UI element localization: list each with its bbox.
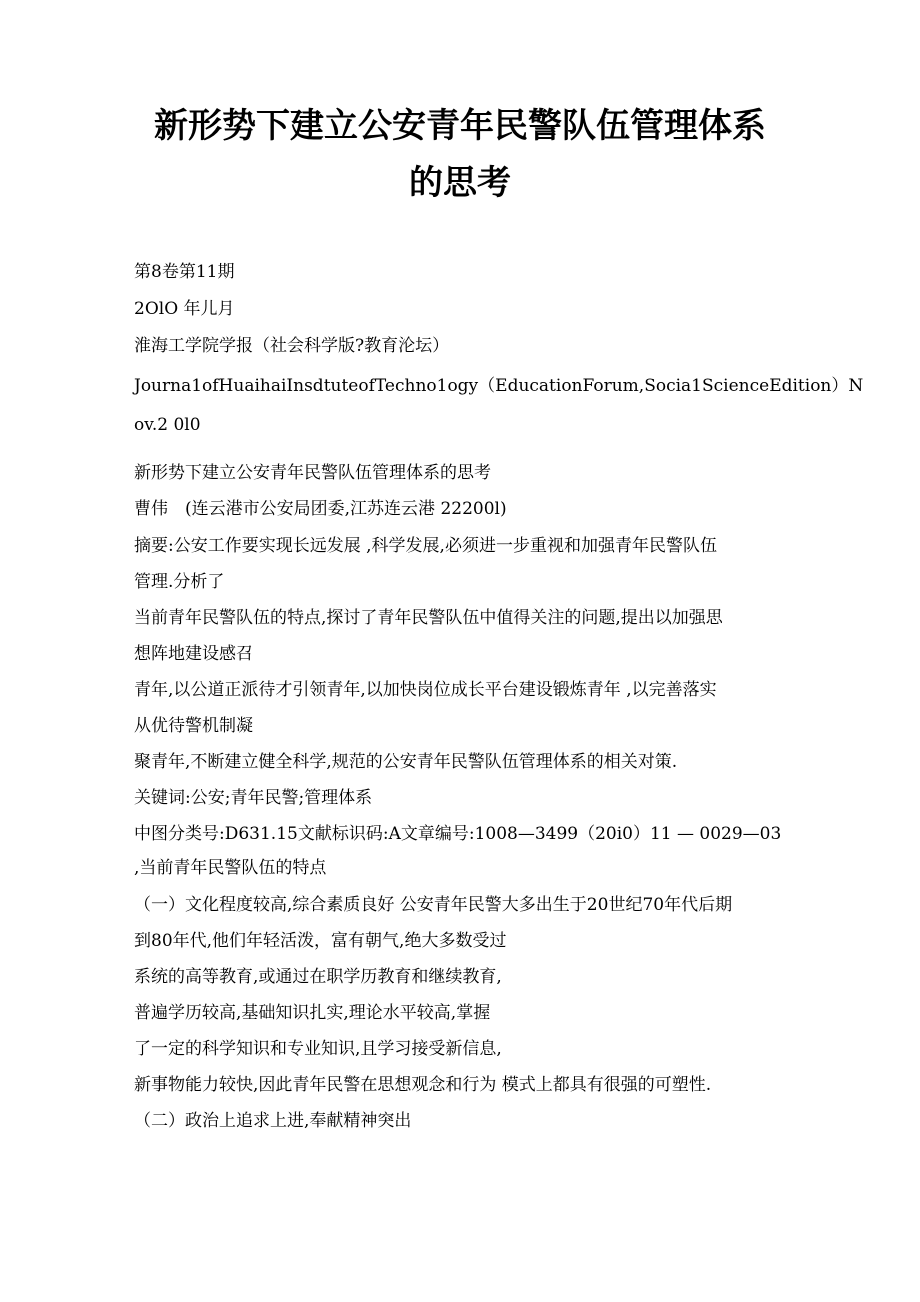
abstract-line: 青年,以公道正派待才引领青年,以加快岗位成长平台建设锻炼青年 ,以完善落实 xyxy=(134,680,717,700)
body-paragraph-line: 系统的高等教育,或通过在职学历教育和继续教育, xyxy=(134,967,502,987)
abstract-line: 摘要:公安工作要实现长远发展 ,科学发展,必须进一步重视和加强青年民警队伍 xyxy=(134,536,717,556)
abstract-line: 当前青年民警队伍的特点,探讨了青年民警队伍中值得关注的问题,提出以加强思 xyxy=(134,608,723,628)
section-heading: ,当前青年民警队伍的特点 xyxy=(134,858,327,878)
classification-codes: 中图分类号:D631.15文献标识码:A文章编号:1008—3499（20i0）11 — 0029—03 xyxy=(134,824,782,844)
publication-date: 2OlO 年儿月 xyxy=(134,299,235,319)
subsection-heading: （二）政治上追求上进,奉献精神突出 xyxy=(134,1111,412,1131)
abstract-line: 聚青年,不断建立健全科学,规范的公安青年民警队伍管理体系的相关对策. xyxy=(134,752,678,772)
body-paragraph-line: 新事物能力较快,因此青年民警在思想观念和行为 模式上都具有很强的可塑性. xyxy=(134,1075,712,1095)
journal-name-en-continued: ov.2 0l0 xyxy=(134,415,201,435)
body-paragraph-line: 普遍学历较高,基础知识扎实,理论水平较高,掌握 xyxy=(134,1003,491,1023)
author-affiliation: 曹伟 (连云港市公安局团委,江苏连云港 22200l) xyxy=(134,499,507,519)
journal-name-en: Journa1ofHuaihaiInsdtuteofTechno1ogy（EducationForum,Socia1ScienceEdition）N xyxy=(134,376,864,396)
article-title: 新形势下建立公安青年民警队伍管理体系的思考 xyxy=(134,463,491,483)
abstract-line: 从优待警机制凝 xyxy=(134,716,253,736)
journal-name-cn: 淮海工学院学报（社会科学版?教育沦坛） xyxy=(134,336,450,356)
body-paragraph-line: 了一定的科学知识和专业知识,且学习接受新信息, xyxy=(134,1039,502,1059)
keywords: 关键词:公安;青年民警;管理体系 xyxy=(134,788,373,808)
document-title-line-2: 的思考 xyxy=(409,163,511,203)
volume-issue: 第8卷第11期 xyxy=(134,262,235,282)
document-title-line-1: 新形势下建立公安青年民警队伍管理体系 xyxy=(154,106,766,146)
body-paragraph-line: 到80年代,他们年轻活泼，富有朝气,绝大多数受过 xyxy=(134,931,507,951)
abstract-line: 管理.分析了 xyxy=(134,572,225,592)
body-paragraph-line: （一）文化程度较高,综合素质良好 公安青年民警大多出生于20世纪70年代后期 xyxy=(134,895,733,915)
abstract-line: 想阵地建设感召 xyxy=(134,644,253,664)
